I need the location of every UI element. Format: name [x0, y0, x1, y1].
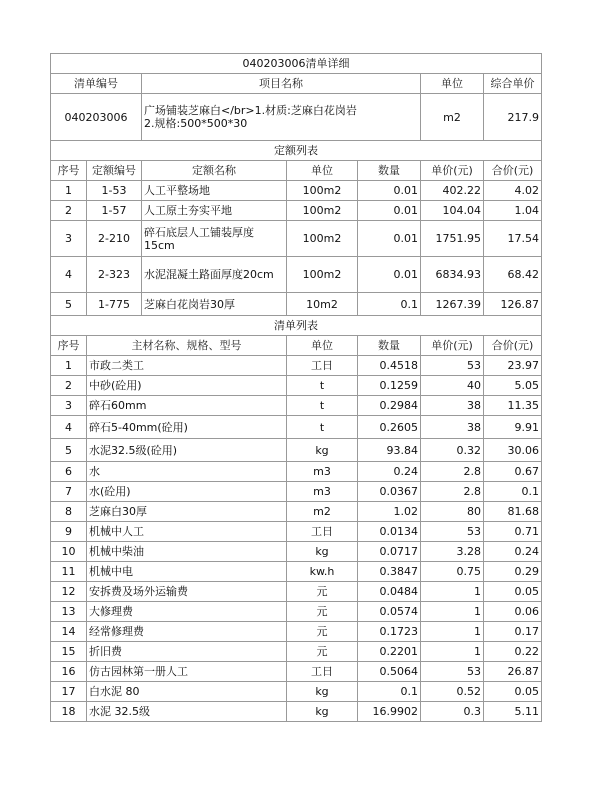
quota-code: 1-775	[87, 293, 142, 316]
material-price: 1	[421, 582, 484, 602]
quota-qty: 0.1	[358, 293, 421, 316]
material-seq: 18	[51, 702, 87, 722]
material-price: 1	[421, 622, 484, 642]
material-seq: 13	[51, 602, 87, 622]
material-unit: 元	[287, 642, 358, 662]
material-section-row	[51, 316, 542, 336]
material-name: 折旧费	[87, 642, 287, 662]
material-unit: 元	[287, 582, 358, 602]
material-price: 53	[421, 662, 484, 682]
material-total: 81.68	[484, 502, 542, 522]
bill-unit: m2	[421, 94, 484, 141]
material-total: 23.97	[484, 356, 542, 376]
material-unit: 元	[287, 602, 358, 622]
material-row	[51, 356, 542, 376]
quota-seq: 2	[51, 201, 87, 221]
material-name: 市政二类工	[87, 356, 287, 376]
material-name: 经常修理费	[87, 622, 287, 642]
material-name: 碎石60mm	[87, 396, 287, 416]
material-seq: 6	[51, 462, 87, 482]
material-name-header: 主材名称、规格、型号	[87, 336, 287, 356]
quota-price-header: 单价(元)	[421, 161, 484, 181]
material-name: 水泥32.5级(砼用)	[87, 439, 287, 462]
bill-unit-header: 单位	[421, 74, 484, 94]
material-header-row	[51, 336, 542, 356]
material-total: 5.05	[484, 376, 542, 396]
quota-unit: 100m2	[287, 201, 358, 221]
material-name: 水泥 32.5级	[87, 702, 287, 722]
material-qty: 0.0484	[358, 582, 421, 602]
material-row	[51, 602, 542, 622]
quota-name: 碎石底层人工铺装厚度15cm	[142, 221, 287, 257]
material-price: 0.32	[421, 439, 484, 462]
material-seq-header: 序号	[51, 336, 87, 356]
material-price: 0.3	[421, 702, 484, 722]
material-row	[51, 542, 542, 562]
material-qty: 0.24	[358, 462, 421, 482]
material-row	[51, 662, 542, 682]
quota-qty: 0.01	[358, 221, 421, 257]
material-row	[51, 582, 542, 602]
material-qty: 0.2984	[358, 396, 421, 416]
sheet-title: 040203006清单详细	[51, 54, 542, 74]
material-unit: kg	[287, 542, 358, 562]
quota-header-row	[51, 161, 542, 181]
material-price: 1	[421, 602, 484, 622]
material-unit: m2	[287, 502, 358, 522]
bill-name-header: 项目名称	[142, 74, 421, 94]
material-total-header: 合价(元)	[484, 336, 542, 356]
quota-name-header: 定额名称	[142, 161, 287, 181]
material-total: 0.29	[484, 562, 542, 582]
bill-price: 217.9	[484, 94, 542, 141]
quota-qty: 0.01	[358, 201, 421, 221]
material-price: 38	[421, 416, 484, 439]
material-seq: 8	[51, 502, 87, 522]
material-name: 芝麻白30厚	[87, 502, 287, 522]
material-price: 1	[421, 642, 484, 662]
quota-name: 人工平整场地	[142, 181, 287, 201]
material-unit: kw.h	[287, 562, 358, 582]
material-seq: 4	[51, 416, 87, 439]
material-seq: 9	[51, 522, 87, 542]
material-price-header: 单价(元)	[421, 336, 484, 356]
material-qty: 0.1259	[358, 376, 421, 396]
quota-row	[51, 257, 542, 293]
material-seq: 17	[51, 682, 87, 702]
material-seq: 7	[51, 482, 87, 502]
quota-section-row	[51, 141, 542, 161]
quota-unit-header: 单位	[287, 161, 358, 181]
material-qty: 0.5064	[358, 662, 421, 682]
material-unit: 元	[287, 622, 358, 642]
quota-total: 17.54	[484, 221, 542, 257]
material-unit: 工日	[287, 356, 358, 376]
material-name: 仿古园林第一册人工	[87, 662, 287, 682]
material-total: 30.06	[484, 439, 542, 462]
material-row	[51, 376, 542, 396]
material-price: 0.75	[421, 562, 484, 582]
quota-row	[51, 201, 542, 221]
material-name: 水(砼用)	[87, 482, 287, 502]
material-total: 9.91	[484, 416, 542, 439]
quota-code: 1-53	[87, 181, 142, 201]
bill-code-header: 清单编号	[51, 74, 142, 94]
material-total: 0.22	[484, 642, 542, 662]
material-qty: 0.4518	[358, 356, 421, 376]
material-row	[51, 522, 542, 542]
material-row	[51, 439, 542, 462]
material-price: 2.8	[421, 482, 484, 502]
material-name: 水	[87, 462, 287, 482]
material-name: 机械中柴油	[87, 542, 287, 562]
material-price: 80	[421, 502, 484, 522]
material-seq: 3	[51, 396, 87, 416]
material-price: 53	[421, 356, 484, 376]
material-qty: 0.0367	[358, 482, 421, 502]
material-seq: 5	[51, 439, 87, 462]
material-seq: 14	[51, 622, 87, 642]
quota-seq: 5	[51, 293, 87, 316]
quota-total: 68.42	[484, 257, 542, 293]
material-qty: 1.02	[358, 502, 421, 522]
material-unit: 工日	[287, 522, 358, 542]
material-name: 白水泥 80	[87, 682, 287, 702]
material-qty: 0.0574	[358, 602, 421, 622]
material-total: 0.05	[484, 682, 542, 702]
quota-name: 芝麻白花岗岩30厚	[142, 293, 287, 316]
material-qty: 16.9902	[358, 702, 421, 722]
material-total: 0.71	[484, 522, 542, 542]
quota-price: 402.22	[421, 181, 484, 201]
material-qty: 0.2605	[358, 416, 421, 439]
material-unit: t	[287, 376, 358, 396]
quota-price: 1751.95	[421, 221, 484, 257]
bill-name-line2: 2.规格:500*500*30	[144, 117, 248, 130]
bill-row	[51, 94, 542, 141]
material-seq: 2	[51, 376, 87, 396]
bill-name	[142, 94, 421, 141]
material-row	[51, 502, 542, 522]
material-price: 3.28	[421, 542, 484, 562]
material-unit: kg	[287, 682, 358, 702]
quota-unit: 100m2	[287, 181, 358, 201]
material-seq: 11	[51, 562, 87, 582]
quota-total: 4.02	[484, 181, 542, 201]
material-unit: 工日	[287, 662, 358, 682]
material-unit: t	[287, 416, 358, 439]
material-total: 0.06	[484, 602, 542, 622]
material-row	[51, 396, 542, 416]
quota-total: 126.87	[484, 293, 542, 316]
material-total: 0.05	[484, 582, 542, 602]
quota-price: 1267.39	[421, 293, 484, 316]
material-unit-header: 单位	[287, 336, 358, 356]
material-price: 53	[421, 522, 484, 542]
quota-row	[51, 221, 542, 257]
material-row	[51, 416, 542, 439]
quota-row	[51, 293, 542, 316]
material-row	[51, 622, 542, 642]
material-total: 11.35	[484, 396, 542, 416]
material-unit: kg	[287, 439, 358, 462]
material-price: 0.52	[421, 682, 484, 702]
quota-seq: 3	[51, 221, 87, 257]
material-section-title: 清单列表	[51, 316, 542, 336]
material-unit: m3	[287, 482, 358, 502]
material-row	[51, 562, 542, 582]
material-price: 40	[421, 376, 484, 396]
material-unit: m3	[287, 462, 358, 482]
material-name: 中砂(砼用)	[87, 376, 287, 396]
quota-code: 2-210	[87, 221, 142, 257]
material-name: 大修理费	[87, 602, 287, 622]
material-qty: 0.0134	[358, 522, 421, 542]
quota-qty-header: 数量	[358, 161, 421, 181]
material-name: 机械中电	[87, 562, 287, 582]
material-seq: 16	[51, 662, 87, 682]
material-row	[51, 642, 542, 662]
material-qty: 0.3847	[358, 562, 421, 582]
material-name: 安拆费及场外运输费	[87, 582, 287, 602]
material-seq: 10	[51, 542, 87, 562]
quota-name: 水泥混凝土路面厚度20cm	[142, 257, 287, 293]
material-row	[51, 462, 542, 482]
material-qty: 93.84	[358, 439, 421, 462]
quota-section-title: 定额列表	[51, 141, 542, 161]
material-qty: 0.1723	[358, 622, 421, 642]
material-seq: 1	[51, 356, 87, 376]
material-total: 0.24	[484, 542, 542, 562]
material-price: 2.8	[421, 462, 484, 482]
quota-seq: 4	[51, 257, 87, 293]
quota-seq: 1	[51, 181, 87, 201]
material-total: 5.11	[484, 702, 542, 722]
quota-total: 1.04	[484, 201, 542, 221]
quota-code: 1-57	[87, 201, 142, 221]
material-qty: 0.0717	[358, 542, 421, 562]
material-qty: 0.1	[358, 682, 421, 702]
material-unit: t	[287, 396, 358, 416]
quota-price: 6834.93	[421, 257, 484, 293]
material-price: 38	[421, 396, 484, 416]
quota-qty: 0.01	[358, 257, 421, 293]
quota-qty: 0.01	[358, 181, 421, 201]
title-row	[51, 54, 542, 74]
material-name: 碎石5-40mm(砼用)	[87, 416, 287, 439]
quota-code: 2-323	[87, 257, 142, 293]
material-seq: 15	[51, 642, 87, 662]
material-row	[51, 702, 542, 722]
quota-seq-header: 序号	[51, 161, 87, 181]
material-total: 0.67	[484, 462, 542, 482]
material-total: 26.87	[484, 662, 542, 682]
bill-code: 040203006	[51, 94, 142, 141]
material-seq: 12	[51, 582, 87, 602]
bill-header-row	[51, 74, 542, 94]
quota-row	[51, 181, 542, 201]
material-row	[51, 682, 542, 702]
bill-detail-table	[50, 53, 542, 722]
quota-total-header: 合价(元)	[484, 161, 542, 181]
material-total: 0.17	[484, 622, 542, 642]
quota-name: 人工原土夯实平地	[142, 201, 287, 221]
material-qty-header: 数量	[358, 336, 421, 356]
bill-name-line1: 广场铺装芝麻白</br>1.材质:芝麻白花岗岩	[144, 104, 357, 117]
quota-unit: 100m2	[287, 221, 358, 257]
quota-price: 104.04	[421, 201, 484, 221]
quota-unit: 100m2	[287, 257, 358, 293]
material-total: 0.1	[484, 482, 542, 502]
material-qty: 0.2201	[358, 642, 421, 662]
material-unit: kg	[287, 702, 358, 722]
material-row	[51, 482, 542, 502]
quota-code-header: 定额编号	[87, 161, 142, 181]
bill-price-header: 综合单价	[484, 74, 542, 94]
quota-unit: 10m2	[287, 293, 358, 316]
material-name: 机械中人工	[87, 522, 287, 542]
